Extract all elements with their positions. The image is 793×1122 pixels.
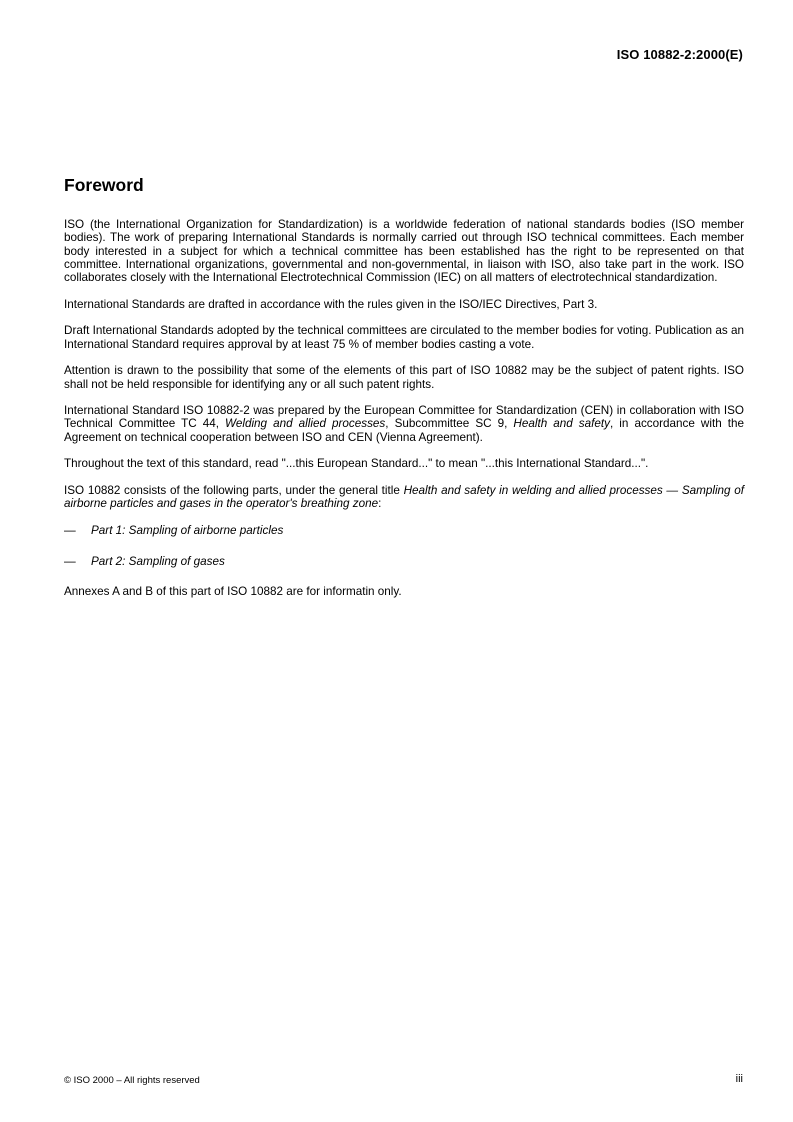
committee-name: Welding and allied processes (225, 417, 386, 431)
general-title: Health and safety in welding and allied processes — Sampling of airborne particles and gases in the operator's breathing zone (64, 483, 744, 511)
foreword-body (64, 218, 744, 612)
list-dash: — (64, 554, 76, 568)
paragraph-patent-rights: Attention is drawn to the possibility that some of the elements of this part of ISO 10882 may be the subject of patent rights. ISO shall not be held responsible for identifying any or all such patent rights. (64, 364, 744, 391)
paragraph-terminology: Throughout the text of this standard, read "...this European Standard..." to mean "...this International Standard...". (64, 457, 649, 471)
part-1-title: Part 1: Sampling of airborne particles (91, 523, 284, 537)
parts-intro-text: ISO 10882 consists of the following parts, under the general title (64, 483, 404, 497)
paragraph-draft-standards: Draft International Standards adopted by the technical committees are circulated to the member bodies for voting. Publication as an International Standard requires approval by at least 75 % of member bodies casting a vote. (64, 324, 744, 351)
paragraph-iso-description: ISO (the International Organization for Standardization) is a worldwide federation of national standards bodies (ISO member bodies). The work of preparing International Standards is normally carried out through ISO technical committees. Each member body interested in a subject for which a technical committee has been established has the right to be represented on that committee. International organizations, governmental and non-governmental, in liaison with ISO, also take part in the work. ISO collaborates closely with the International Electrotechnical Commission (IEC) on all matters of electrotechnical standardization. (64, 218, 744, 285)
page-number: iii (735, 1073, 743, 1085)
preparation-text-3: , in accordance with the Agreement on technical cooperation between ISO and CEN (Vienna Agreement). (64, 417, 745, 444)
page-title: Foreword (64, 175, 144, 195)
document-identifier: ISO 10882-2:2000(E) (616, 47, 743, 62)
list-item (64, 555, 744, 568)
paragraph-directives: International Standards are drafted in accordance with the rules given in the ISO/IEC Directives, Part 3. (64, 297, 598, 311)
preparation-text-1: International Standard ISO 10882-2 was prepared by the European Committee for Standardization (CEN) in collaboration with ISO Technical Committee TC 44, (64, 404, 744, 431)
list-dash: — (64, 523, 76, 537)
paragraph-preparation (64, 404, 744, 444)
subcommittee-name: Health and safety (513, 417, 610, 431)
copyright-notice: © ISO 2000 – All rights reserved (64, 1075, 200, 1086)
parts-intro-colon: : (378, 497, 382, 511)
part-2-title: Part 2: Sampling of gases (91, 554, 225, 568)
paragraph-annexes: Annexes A and B of this part of ISO 10882 are for informatin only. (64, 585, 402, 599)
list-item (64, 524, 744, 537)
paragraph-parts-intro (64, 484, 744, 511)
preparation-text-2: , Subcommittee SC 9, (385, 417, 514, 431)
